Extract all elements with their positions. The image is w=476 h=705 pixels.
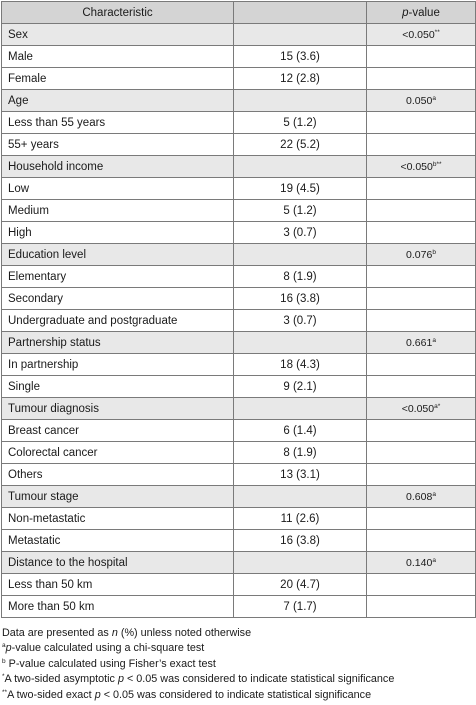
table-group-row (2, 90, 476, 112)
row-pvalue-empty (367, 574, 476, 596)
row-n-percent: 13 (3.1) (234, 464, 367, 486)
group-label: Tumour stage (2, 486, 234, 508)
row-label: Female (2, 68, 234, 90)
row-n-percent: 9 (2.1) (234, 376, 367, 398)
group-label: Tumour diagnosis (2, 398, 234, 420)
table-group-row (2, 486, 476, 508)
group-n-empty (234, 244, 367, 266)
table-row (2, 464, 476, 486)
group-pvalue (367, 90, 476, 112)
row-n-percent: 16 (3.8) (234, 530, 367, 552)
table-row (2, 508, 476, 530)
pvalue-text: 0.608 (406, 490, 433, 503)
row-pvalue-empty (367, 46, 476, 68)
table-group-row (2, 24, 476, 46)
pvalue-mark: a* (434, 402, 441, 410)
row-label: Medium (2, 200, 234, 222)
row-n-percent: 8 (1.9) (234, 266, 367, 288)
table-row (2, 310, 476, 332)
group-label: Household income (2, 156, 234, 178)
row-n-percent: 20 (4.7) (234, 574, 367, 596)
table-row (2, 266, 476, 288)
footnote-mark: * (2, 673, 5, 681)
table-footnotes (2, 626, 476, 703)
row-n-percent: 7 (1.7) (234, 596, 367, 618)
row-n-percent: 16 (3.8) (234, 288, 367, 310)
row-label: Others (2, 464, 234, 486)
group-n-empty (234, 398, 367, 420)
row-n-percent: 11 (2.6) (234, 508, 367, 530)
footnote-mark: a (2, 642, 6, 650)
header-characteristic: Characteristic (2, 2, 234, 24)
row-pvalue-empty (367, 420, 476, 442)
row-label: In partnership (2, 354, 234, 376)
row-pvalue-empty (367, 68, 476, 90)
row-pvalue-empty (367, 266, 476, 288)
group-n-empty (234, 552, 367, 574)
row-label: Male (2, 46, 234, 68)
row-pvalue-empty (367, 178, 476, 200)
characteristics-table (1, 1, 476, 618)
table-row (2, 68, 476, 90)
row-n-percent: 6 (1.4) (234, 420, 367, 442)
table-header-row (2, 2, 476, 24)
group-n-empty (234, 90, 367, 112)
table-row (2, 420, 476, 442)
pvalue-mark: a (432, 94, 436, 102)
row-n-percent: 19 (4.5) (234, 178, 367, 200)
footnote-mark: b (2, 657, 6, 665)
row-label: Colorectal cancer (2, 442, 234, 464)
group-n-empty (234, 332, 367, 354)
header-pvalue-rest: -value (408, 6, 440, 19)
group-n-empty (234, 156, 367, 178)
pvalue-mark: ** (434, 28, 440, 36)
group-pvalue (367, 244, 476, 266)
group-pvalue (367, 552, 476, 574)
footnote-text: Data are presented as (2, 627, 112, 639)
pvalue-text: 0.140 (406, 556, 433, 569)
group-label: Sex (2, 24, 234, 46)
group-pvalue (367, 398, 476, 420)
row-pvalue-empty (367, 112, 476, 134)
table-row (2, 288, 476, 310)
group-label: Education level (2, 244, 234, 266)
group-n-empty (234, 24, 367, 46)
table-row (2, 354, 476, 376)
row-pvalue-empty (367, 442, 476, 464)
header-n (234, 2, 367, 24)
row-label: High (2, 222, 234, 244)
header-pvalue-p: p (402, 6, 409, 19)
row-label: Metastatic (2, 530, 234, 552)
group-n-empty (234, 486, 367, 508)
footnote-fisher (2, 657, 476, 672)
row-n-percent: 5 (1.2) (234, 112, 367, 134)
row-label: Less than 50 km (2, 574, 234, 596)
table-row (2, 134, 476, 156)
row-n-percent: 18 (4.3) (234, 354, 367, 376)
row-label: 55+ years (2, 134, 234, 156)
table-group-row (2, 156, 476, 178)
table-group-row (2, 552, 476, 574)
group-pvalue (367, 486, 476, 508)
table-row (2, 530, 476, 552)
footnote-text: -value calculated using a chi-square test (11, 642, 205, 655)
pvalue-mark: b (432, 248, 436, 256)
row-pvalue-empty (367, 464, 476, 486)
table-group-row (2, 332, 476, 354)
table-row (2, 376, 476, 398)
row-pvalue-empty (367, 376, 476, 398)
row-label: Breast cancer (2, 420, 234, 442)
row-label: Less than 55 years (2, 112, 234, 134)
row-pvalue-empty (367, 288, 476, 310)
pvalue-mark: a (432, 556, 436, 564)
row-label: Non-metastatic (2, 508, 234, 530)
footnote-mark: ** (2, 688, 8, 696)
group-label: Distance to the hospital (2, 552, 234, 574)
group-label: Age (2, 90, 234, 112)
table-group-row (2, 398, 476, 420)
pvalue-mark: a (432, 336, 436, 344)
table-row (2, 200, 476, 222)
row-label: Secondary (2, 288, 234, 310)
table-body (2, 24, 476, 618)
pvalue-text: <0.050 (400, 160, 433, 173)
row-pvalue-empty (367, 354, 476, 376)
footnote-p: p (94, 688, 101, 701)
row-pvalue-empty (367, 530, 476, 552)
table-row (2, 596, 476, 618)
table-row (2, 112, 476, 134)
table-row (2, 178, 476, 200)
row-n-percent: 3 (0.7) (234, 222, 367, 244)
footnote-chi-square (2, 641, 476, 656)
table-group-row (2, 244, 476, 266)
row-label: Single (2, 376, 234, 398)
table-row (2, 222, 476, 244)
footnote-exact (2, 688, 476, 703)
pvalue-mark: b** (432, 160, 442, 168)
row-n-percent: 3 (0.7) (234, 310, 367, 332)
footnote-asymptotic (2, 672, 476, 687)
footnote-text: < 0.05 was considered to indicate statistical significance (123, 673, 395, 686)
pvalue-mark: a (432, 490, 436, 498)
footnote-text: P-value calculated using Fisher’s exact test (5, 657, 216, 670)
table-row (2, 46, 476, 68)
footnote-text: < 0.05 was considered to indicate statistical significance (100, 688, 372, 701)
row-label: Low (2, 178, 234, 200)
footnote-text: (%) unless noted otherwise (117, 627, 252, 639)
row-pvalue-empty (367, 310, 476, 332)
footnote-text: A two-sided asymptotic (4, 673, 118, 686)
footnote-n: n (111, 627, 118, 639)
pvalue-text: <0.050 (402, 28, 435, 41)
pvalue-text: 0.661 (406, 336, 433, 349)
row-n-percent: 22 (5.2) (234, 134, 367, 156)
pvalue-text: 0.050 (406, 94, 433, 107)
group-pvalue (367, 24, 476, 46)
row-n-percent: 15 (3.6) (234, 46, 367, 68)
group-label: Partnership status (2, 332, 234, 354)
row-n-percent: 12 (2.8) (234, 68, 367, 90)
footnote-p: p (117, 673, 124, 686)
row-pvalue-empty (367, 596, 476, 618)
pvalue-text: <0.050 (401, 402, 435, 415)
row-pvalue-empty (367, 508, 476, 530)
group-pvalue (367, 156, 476, 178)
row-pvalue-empty (367, 222, 476, 244)
row-label: Undergraduate and postgraduate (2, 310, 234, 332)
pvalue-text: 0.076 (406, 248, 433, 261)
table-row (2, 442, 476, 464)
row-n-percent: 8 (1.9) (234, 442, 367, 464)
header-pvalue (367, 2, 476, 24)
group-pvalue (367, 332, 476, 354)
footnote-data-presentation (2, 626, 476, 641)
row-pvalue-empty (367, 200, 476, 222)
table-row (2, 574, 476, 596)
row-label: Elementary (2, 266, 234, 288)
row-n-percent: 5 (1.2) (234, 200, 367, 222)
row-pvalue-empty (367, 134, 476, 156)
footnote-p: p (5, 642, 12, 655)
footnote-text: A two-sided exact (7, 688, 95, 701)
row-label: More than 50 km (2, 596, 234, 618)
